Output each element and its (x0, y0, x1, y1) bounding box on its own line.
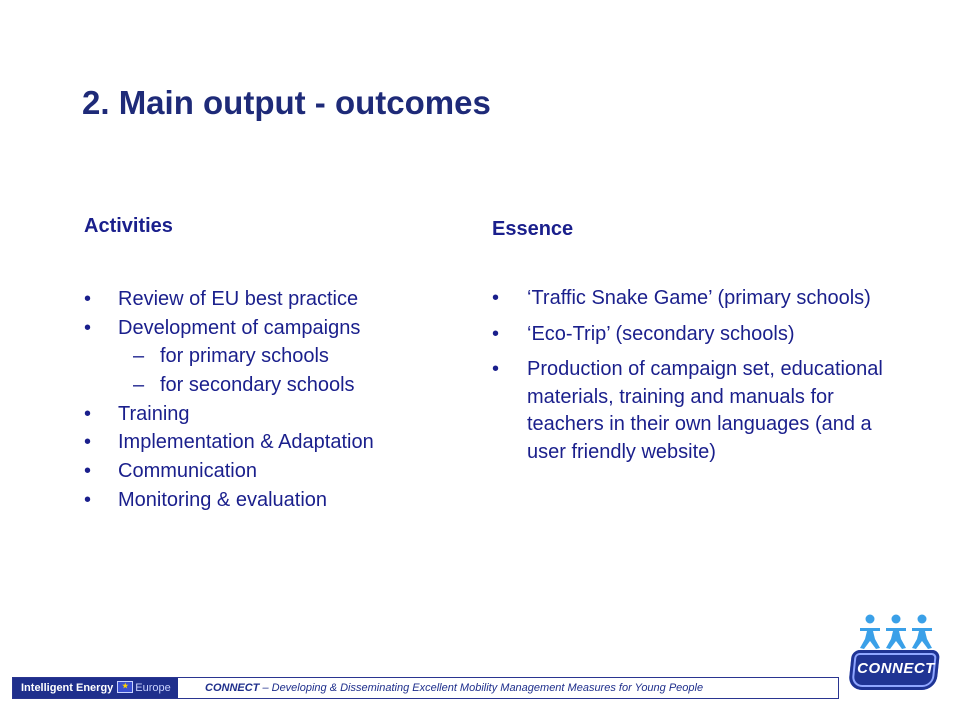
list-item-text: ‘Eco-Trip’ (secondary schools) (527, 322, 795, 345)
program-region: Europe (135, 682, 171, 694)
list-item (84, 285, 464, 314)
list-subitem-text: for primary schools (160, 345, 329, 368)
list-subitem-text: for secondary schools (160, 374, 355, 397)
list-item (84, 314, 464, 343)
eu-flag-icon: ★ (117, 681, 133, 693)
three-children-figures-icon (858, 614, 938, 650)
list-item (84, 400, 464, 429)
bullet-marker: • (492, 287, 500, 309)
list-item-text: Communication (118, 460, 257, 483)
activities-list (84, 285, 464, 515)
list-item (492, 356, 892, 466)
footer-bar (12, 677, 839, 699)
essence-heading: Essence (492, 218, 574, 240)
bullet-marker: • (84, 402, 92, 425)
list-item-text: Development of campaigns (118, 316, 361, 339)
list-item-text: Implementation & Adaptation (118, 431, 374, 454)
list-item-text: ‘Traffic Snake Game’ (primary schools) (527, 287, 871, 309)
list-item (84, 428, 464, 457)
bullet-marker: • (84, 460, 92, 483)
bullet-marker: • (492, 358, 500, 380)
list-item-text: Training (118, 402, 190, 425)
list-item-text: Review of EU best practice (118, 288, 359, 310)
program-name: Intelligent Energy (21, 682, 114, 694)
bullet-marker: • (84, 288, 92, 310)
footer-project-name: CONNECT (205, 682, 260, 694)
list-item (492, 321, 892, 349)
intelligent-energy-logo (13, 678, 178, 698)
essence-list (492, 285, 892, 474)
list-item (84, 457, 464, 486)
connect-logo (848, 614, 940, 694)
bullet-marker: • (84, 316, 92, 339)
slide-title: 2. Main output - outcomes (82, 84, 491, 121)
bullet-marker: • (84, 488, 92, 511)
footer-tagline-text: – Developing & Disseminating Excellent Mobility Management Measures for Young People (259, 682, 704, 694)
logo-text: CONNECT (857, 660, 935, 677)
list-item-text: Production of campaign set, educational materials, training and manuals for teachers in their own languages (and a user friendly website) (527, 358, 883, 463)
list-subitem (84, 342, 464, 371)
list-item (492, 285, 892, 313)
dash-marker: – (133, 345, 145, 368)
footer-tagline (205, 678, 703, 698)
activities-heading: Activities (84, 215, 173, 237)
list-subitem (84, 371, 464, 400)
bullet-marker: • (492, 322, 500, 345)
list-item-text: Monitoring & evaluation (118, 488, 328, 511)
dash-marker: – (133, 374, 145, 397)
list-item (84, 486, 464, 515)
bullet-marker: • (84, 431, 92, 454)
